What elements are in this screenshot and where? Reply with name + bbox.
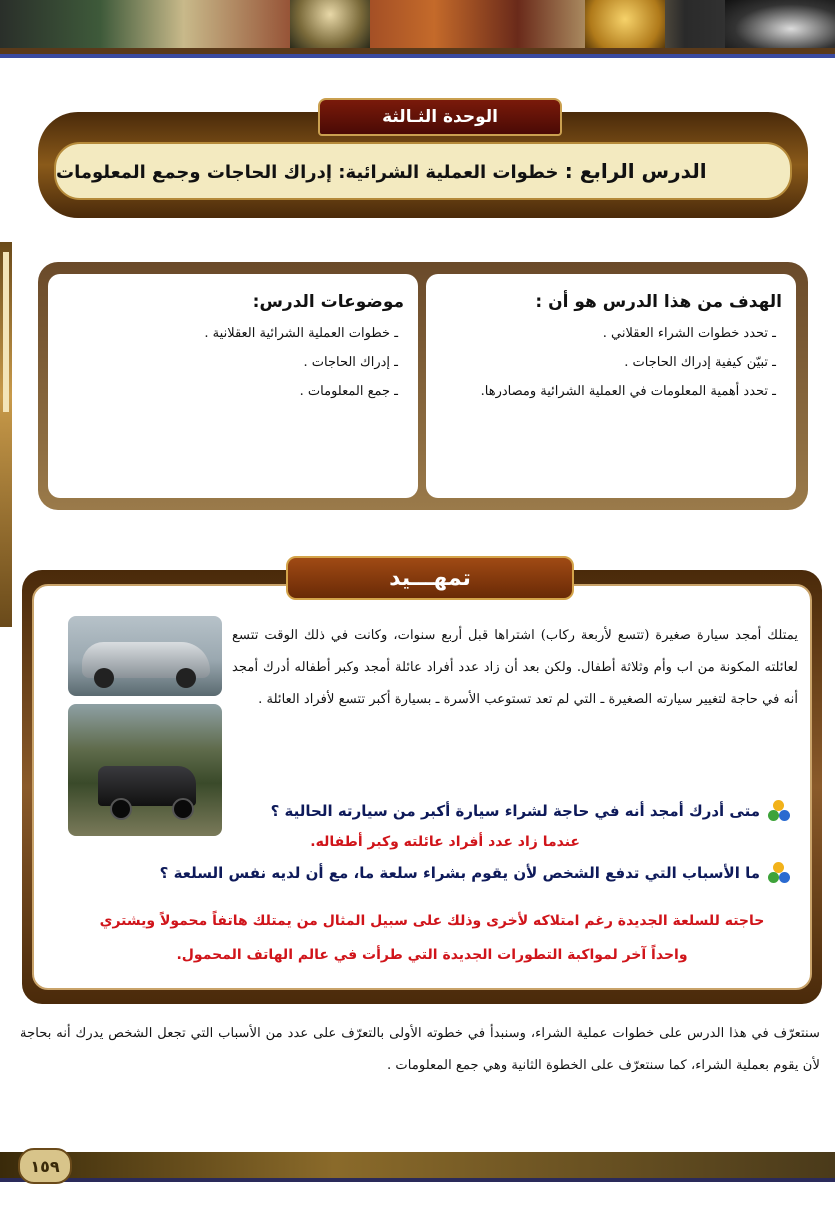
molecule-icon (768, 800, 790, 822)
objective-item: ـ تحدد أهمية المعلومات في العملية الشرائية ومصادرها. (480, 384, 776, 399)
intro-heading: تمهـــيد (286, 556, 574, 600)
side-unit-tab (0, 242, 12, 627)
topic-item: ـ خطوات العملية الشرائية العقلانية . (204, 326, 398, 341)
closing-paragraph: سنتعرّف في هذا الدرس على خطوات عملية الشراء، وسنبدأ في خطوته الأولى بالتعرّف على عدد من الأسباب التي تجعل الشخص يدرك أنه بحاجة لأن يقوم بعملية الشراء، كما سنتعرّف على الخطوة الثانية وهي جمع المعلومات . (20, 1026, 820, 1073)
question-1-text: متى أدرك أمجد أنه في حاجة لشراء سيارة أكبر من سيارته الحالية ؟ (270, 802, 760, 820)
molecule-icon (768, 862, 790, 884)
header-blue-line (0, 54, 835, 58)
lesson-title-text: خطوات العملية الشرائية: إدراك الحاجات وجمع المعلومات (56, 162, 559, 183)
intro-section (22, 565, 822, 1004)
question-2-text: ما الأسباب التي تدفع الشخص لأن يقوم بشراء سلعة ما، مع أن لديه نفس السلعة ؟ (159, 864, 760, 882)
small-car-photo (68, 616, 222, 696)
page-number: ١٥٩ (18, 1148, 72, 1184)
answer-1: عندما زاد عدد أفراد عائلته وكبر أطفاله. (310, 834, 580, 850)
topics-panel (48, 274, 418, 498)
objective-item: ـ تبيّن كيفية إدراك الحاجات . (624, 355, 776, 370)
footer-line (0, 1178, 835, 1182)
unit-label: الوحدة الثـالثة (318, 98, 562, 136)
question-2 (160, 862, 790, 884)
objectives-box (38, 262, 808, 510)
gold-coin-photo (585, 0, 665, 48)
suv-photo (68, 704, 222, 836)
car-photo (725, 0, 835, 48)
lesson-prefix: الدرس الرابع : (564, 159, 707, 183)
objectives-panel (426, 274, 796, 498)
intro-paragraph: يمتلك أمجد سيارة صغيرة (تتسع لأربعة ركاب) اشتراها قبل أربع سنوات، وكانت في ذلك الوقت تتسع لعائلته المكونة من اب وأم وثلاثة أطفال. ولكن بعد أن زاد عدد أفراد عائلة أمجد وكبر أطفاله أدرك أمجد أنه في حاجة لتغيير سيارته الصغيرة ـ التي لم تعد تستوعب الأسرة ـ بسيارة أكبر تتسع لأفراد العائلة . (232, 628, 798, 707)
car-wheel (94, 668, 114, 688)
topics-heading: موضوعات الدرس: (252, 292, 404, 312)
objectives-heading: الهدف من هذا الدرس هو أن : (535, 292, 782, 312)
header-photo-strip (0, 0, 835, 48)
car-wheel (176, 668, 196, 688)
answer-2: حاجته للسلعة الجديدة رغم امتلاكه لأخرى وذلك على سبيل المثال من يمتلك هاتفاً محمولاً ويشتري واحداً آخر لمواكبة التطورات الجديدة التي طرأت في عالم الهاتف المحمول. (99, 913, 765, 963)
objective-item: ـ تحدد خطوات الشراء العقلاني . (602, 326, 776, 341)
question-1 (271, 800, 790, 822)
topic-item: ـ إدراك الحاجات . (303, 355, 398, 370)
unit-banner (38, 107, 808, 218)
suv-wheel (172, 798, 194, 820)
topic-item: ـ جمع المعلومات . (299, 384, 398, 399)
lesson-title-box (54, 142, 792, 200)
lesson-title (56, 159, 707, 183)
intro-content (32, 584, 812, 990)
watch-photo (290, 0, 370, 48)
suv-wheel (110, 798, 132, 820)
footer-band (0, 1152, 835, 1178)
